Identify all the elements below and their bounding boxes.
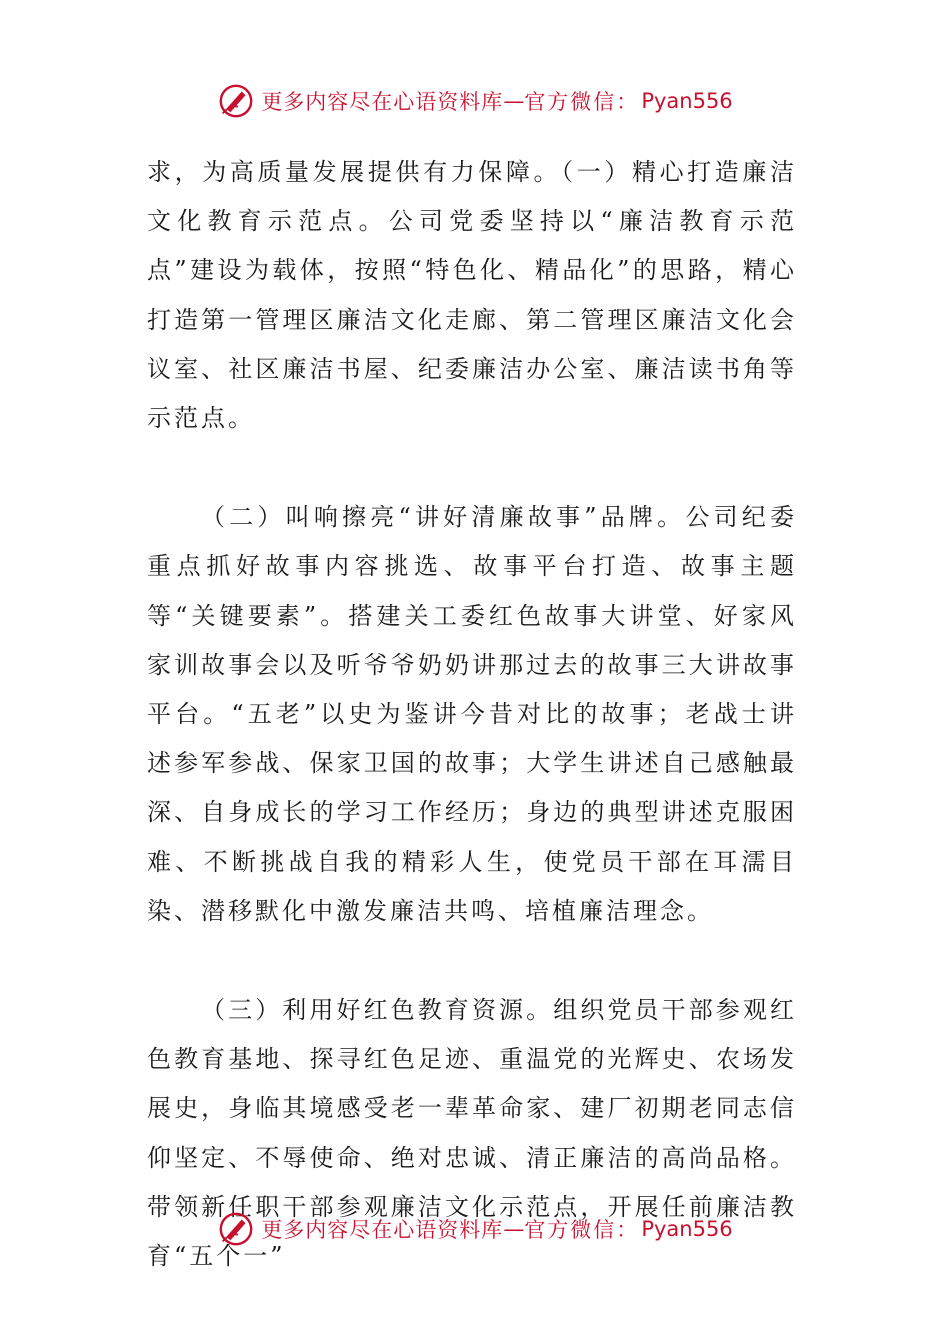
- paragraph-gap: [147, 443, 797, 493]
- paragraph-2: （二）叫响擦亮“讲好清廉故事”品牌。公司纪委重点抓好故事内容挑选、故事平台打造、故事主题等“关键要素”。搭建关工委红色故事大讲堂、好家风家训故事会以及听爷爷奶奶讲那过去的故事三大讲故事平台。“五老”以史为鉴讲今昔对比的故事；老战士讲述参军参战、保家卫国的故事；大学生讲述自己感触最深、自身成长的学习工作经历；身边的典型讲述克服困难、不断挑战自我的精彩人生，使党员干部在耳濡目染、潜移默化中激发廉洁共鸣、培植廉洁理念。: [147, 503, 797, 925]
- header-banner: [0, 82, 950, 120]
- banner-wechat-label: 官方微信：: [524, 90, 640, 114]
- banner-wechat-id: Pyan556: [641, 1217, 733, 1241]
- banner-dash: —: [503, 1217, 525, 1241]
- pen-logo-icon: [217, 1210, 255, 1248]
- document-body: [147, 148, 797, 1281]
- banner-text: 更多内容尽在心语资料库: [261, 90, 504, 114]
- banner-wechat-label: 官方微信：: [524, 1218, 640, 1242]
- banner-wechat-id: Pyan556: [641, 89, 733, 113]
- pen-logo-icon: [217, 82, 255, 120]
- banner-text: 更多内容尽在心语资料库: [261, 1218, 504, 1242]
- paragraph-gap: [147, 936, 797, 986]
- paragraph-3: （三）利用好红色教育资源。组织党员干部参观红色教育基地、探寻红色足迹、重温党的光辉史、农场发展史，身临其境感受老一辈革命家、建厂初期老同志信仰坚定、不辱使命、绝对忠诚、清正廉洁的高尚品格。带领新任职干部参观廉洁文化示范点，开展任前廉洁教育“五个一”: [147, 996, 797, 1271]
- banner-dash: —: [503, 89, 525, 113]
- paragraph-1: 求，为高质量发展提供有力保障。（一）精心打造廉洁文化教育示范点。公司党委坚持以“廉洁教育示范点”建设为载体，按照“特色化、精品化”的思路，精心打造第一管理区廉洁文化走廊、第二管理区廉洁文化会议室、社区廉洁书屋、纪委廉洁办公室、廉洁读书角等示范点。: [147, 158, 797, 433]
- footer-banner: [0, 1210, 950, 1248]
